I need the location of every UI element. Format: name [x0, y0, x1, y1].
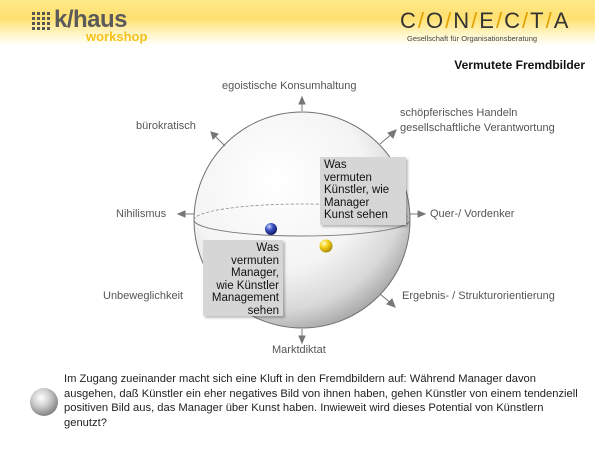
manager-box-line: wie Künstler: [216, 279, 279, 292]
label-top: egoistische Konsumhaltung: [222, 80, 357, 92]
arrowhead-right: [418, 211, 425, 217]
conecta-separator: /: [545, 8, 554, 33]
label-left: Nihilismus: [116, 208, 167, 220]
manager-ball: [265, 223, 277, 235]
arrowhead-top: [299, 97, 305, 104]
label-bottom: Marktdiktat: [272, 344, 326, 356]
page-title: Vermutete Fremdbilder: [454, 58, 585, 72]
manager-box-line: Manager,: [231, 267, 279, 279]
artist-ball: [320, 240, 333, 253]
artist-perception-box: [320, 157, 406, 225]
artist-box-line: Künstler, wie: [324, 184, 390, 196]
manager-perception-box: [203, 240, 283, 316]
label-bottom-left: Unbeweglichkeit: [103, 290, 184, 302]
conecta-subtitle: Gesellschaft für Organisationsberatung: [407, 34, 538, 43]
conecta-letter: C: [504, 8, 522, 33]
conecta-letter: O: [426, 8, 446, 33]
label-top-right-line1: schöpferisches Handeln: [400, 107, 518, 119]
label-top-left: bürokratisch: [136, 120, 196, 132]
manager-box-line: vermuten: [231, 254, 279, 267]
conecta-letter: C: [400, 8, 418, 33]
conecta-letter: T: [530, 8, 546, 33]
logo-khaus-text: k/haus: [54, 6, 128, 33]
label-bottom-right: Ergebnis- / Strukturorientierung: [402, 290, 555, 302]
conecta-separator: /: [495, 8, 505, 33]
logo-workshop-text: workshop: [86, 29, 148, 44]
conecta-separator: /: [445, 8, 454, 33]
conecta-separator: /: [471, 8, 480, 33]
artist-box-line: Manager: [324, 196, 370, 209]
manager-box-line: sehen: [247, 304, 279, 317]
manager-box-line: Was: [256, 242, 279, 254]
footer-bullet-icon: [30, 388, 58, 416]
arrowhead-bottom: [299, 336, 305, 343]
conecta-letter: E: [479, 8, 496, 33]
label-right: Quer-/ Vordenker: [430, 208, 515, 220]
arrowhead-left: [178, 211, 185, 217]
footer-text: Im Zugang zueinander macht sich eine Kluft in den Fremdbildern auf: Während Manager davon ausgehen, daß Künstler ein eher negatives Bild von ihnen haben, gehen Künstler von einem tendenziell positiven Bild aus, das Manager über Kunst haben. Inwieweit wird dieses Potential von Künstlern genutzt?: [64, 373, 578, 429]
label-top-right: [400, 106, 555, 136]
artist-box-line: Was: [324, 159, 347, 171]
artist-box-line: vermuten: [324, 171, 372, 184]
manager-box-line: Management: [211, 292, 279, 304]
conecta-letter: N: [453, 8, 472, 33]
conecta-separator: /: [521, 8, 531, 33]
artist-box-line: Kunst sehen: [324, 209, 388, 221]
conecta-separator: /: [417, 8, 427, 33]
label-top-right-line2: gesellschaftliche Verantwortung: [400, 122, 555, 134]
conecta-letter: A: [553, 8, 571, 33]
